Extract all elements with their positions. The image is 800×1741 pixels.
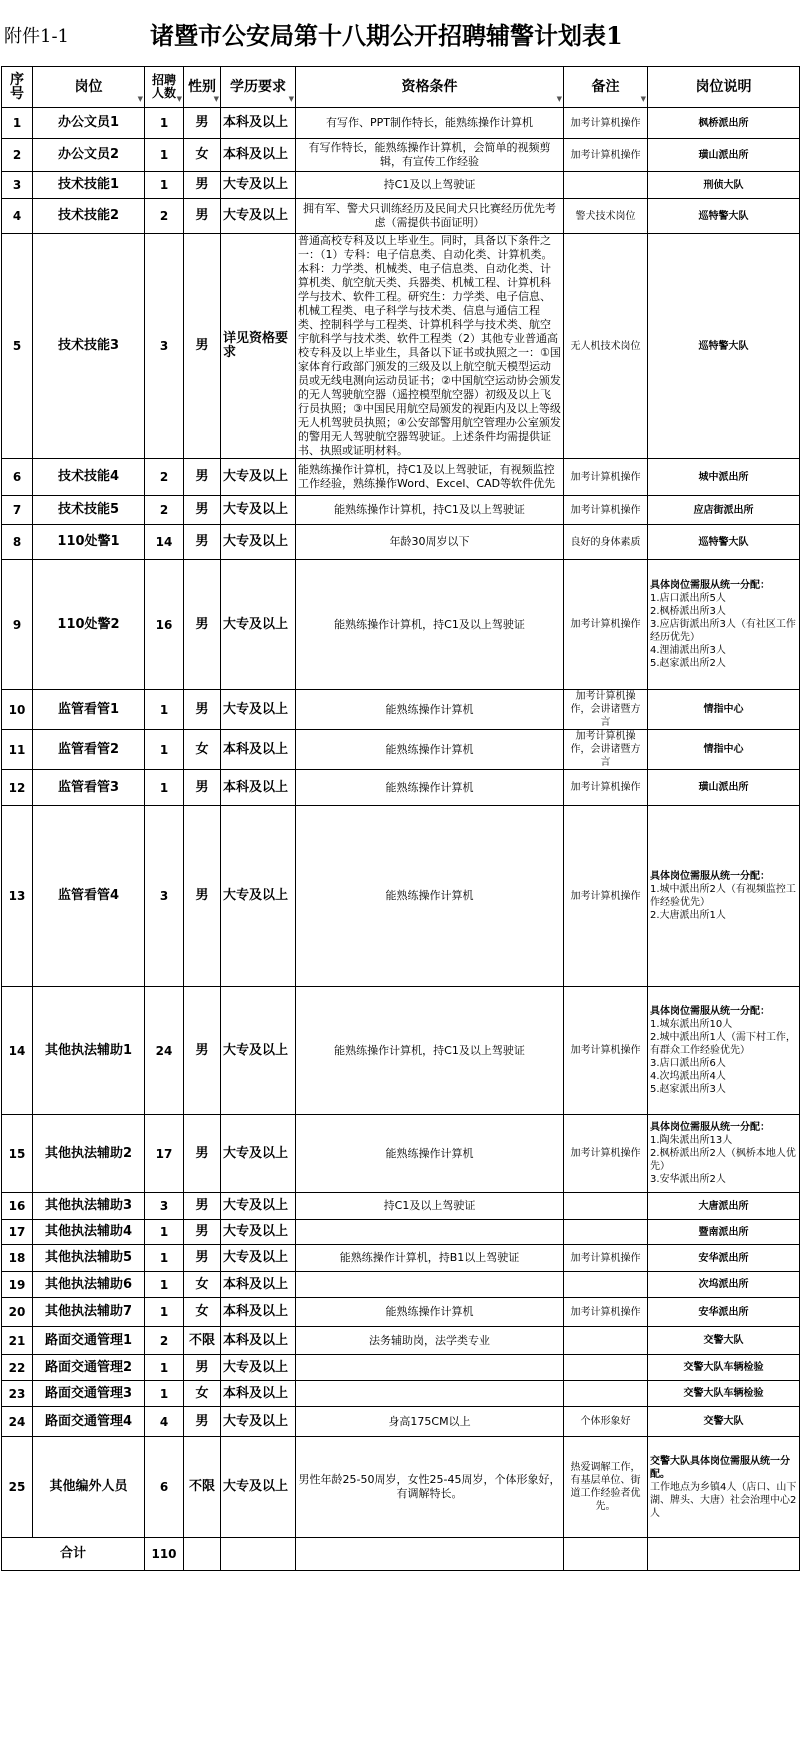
desc-line: 2.枫桥派出所3人 bbox=[650, 606, 726, 617]
cell-gender: 女 bbox=[184, 1298, 221, 1327]
cell-qualification: 年龄30周岁以下 bbox=[296, 525, 564, 560]
cell-position: 路面交通管理1 bbox=[33, 1327, 145, 1355]
desc-line: 4.浬浦派出所3人 bbox=[650, 645, 726, 656]
table-row bbox=[2, 139, 800, 172]
cell-desc: 情指中心 bbox=[648, 690, 800, 730]
table-row bbox=[2, 1407, 800, 1437]
cell-count: 3 bbox=[145, 806, 184, 987]
cell-qualification: 能熟练操作计算机 bbox=[296, 1298, 564, 1327]
cell-desc: 安华派出所 bbox=[648, 1245, 800, 1272]
table-row bbox=[2, 1355, 800, 1381]
cell-gender: 女 bbox=[184, 1381, 221, 1407]
cell-no: 24 bbox=[2, 1407, 33, 1437]
table-row bbox=[2, 770, 800, 806]
cell-desc: 交警大队 bbox=[648, 1407, 800, 1437]
cell-gender: 男 bbox=[184, 770, 221, 806]
table-row bbox=[2, 172, 800, 199]
cell-education: 本科及以上 bbox=[221, 108, 296, 139]
filter-dropdown-icon[interactable]: ▼ bbox=[288, 95, 294, 103]
cell-desc: 交警大队车辆检验 bbox=[648, 1355, 800, 1381]
cell-desc: 巡特警大队 bbox=[648, 234, 800, 459]
cell-note: 良好的身体素质 bbox=[564, 525, 648, 560]
filter-dropdown-icon[interactable]: ▼ bbox=[176, 95, 182, 103]
table-row bbox=[2, 690, 800, 730]
cell-desc: 巡特警大队 bbox=[648, 199, 800, 234]
cell-desc: 交警大队 bbox=[648, 1327, 800, 1355]
cell-gender: 女 bbox=[184, 730, 221, 770]
cell-gender: 男 bbox=[184, 806, 221, 987]
cell-position: 其他执法辅助1 bbox=[33, 987, 145, 1115]
cell-count: 3 bbox=[145, 1193, 184, 1220]
cell-note: 个体形象好 bbox=[564, 1407, 648, 1437]
empty-cell bbox=[564, 1538, 648, 1571]
cell-note: 加考计算机操作，会讲诸暨方言 bbox=[564, 690, 648, 730]
cell-qualification: 能熟练操作计算机，持C1及以上驾驶证，有视频监控工作经验，熟练操作Word、Excel、CAD等软件优先 bbox=[296, 459, 564, 496]
cell-gender: 男 bbox=[184, 1115, 221, 1193]
cell-count: 1 bbox=[145, 139, 184, 172]
desc-line: 3.店口派出所6人 bbox=[650, 1058, 726, 1069]
table-row bbox=[2, 1327, 800, 1355]
cell-count: 2 bbox=[145, 1327, 184, 1355]
cell-qualification: 能熟练操作计算机，持B1以上驾驶证 bbox=[296, 1245, 564, 1272]
cell-no: 15 bbox=[2, 1115, 33, 1193]
table-row bbox=[2, 806, 800, 987]
cell-qualification: 能熟练操作计算机 bbox=[296, 730, 564, 770]
total-label: 合计 bbox=[2, 1538, 145, 1571]
cell-count: 2 bbox=[145, 459, 184, 496]
cell-no: 10 bbox=[2, 690, 33, 730]
cell-qualification bbox=[296, 1355, 564, 1381]
cell-desc: 暨南派出所 bbox=[648, 1220, 800, 1245]
cell-position: 技术技能2 bbox=[33, 199, 145, 234]
cell-education: 本科及以上 bbox=[221, 1272, 296, 1298]
desc-heading: 具体岗位需服从统一分配： bbox=[650, 1122, 770, 1133]
cell-qualification: 有写作、PPT制作特长，能熟练操作计算机 bbox=[296, 108, 564, 139]
cell-position: 110处警2 bbox=[33, 560, 145, 690]
table-row bbox=[2, 234, 800, 459]
desc-line: 5.赵家派出所2人 bbox=[650, 658, 726, 669]
cell-count: 1 bbox=[145, 730, 184, 770]
cell-note: 热爱调解工作，有基层单位、街道工作经验者优先。 bbox=[564, 1437, 648, 1538]
cell-desc: 刑侦大队 bbox=[648, 172, 800, 199]
cell-no: 18 bbox=[2, 1245, 33, 1272]
table-row bbox=[2, 459, 800, 496]
cell-education: 大专及以上 bbox=[221, 199, 296, 234]
cell-no: 16 bbox=[2, 1193, 33, 1220]
empty-cell bbox=[648, 1538, 800, 1571]
attachment-label: 附件1-1 bbox=[4, 26, 69, 47]
cell-gender: 男 bbox=[184, 459, 221, 496]
cell-education: 大专及以上 bbox=[221, 459, 296, 496]
desc-line: 2.枫桥派出所2人（枫桥本地人优先） bbox=[650, 1148, 796, 1172]
cell-position: 技术技能3 bbox=[33, 234, 145, 459]
cell-gender: 男 bbox=[184, 690, 221, 730]
cell-no: 9 bbox=[2, 560, 33, 690]
col-header-education[interactable]: 学历要求 ▼ bbox=[221, 67, 296, 108]
desc-line: 3.安华派出所2人 bbox=[650, 1174, 726, 1185]
cell-education: 大专及以上 bbox=[221, 525, 296, 560]
cell-no: 25 bbox=[2, 1437, 33, 1538]
cell-count: 3 bbox=[145, 234, 184, 459]
cell-education: 本科及以上 bbox=[221, 139, 296, 172]
cell-no: 6 bbox=[2, 459, 33, 496]
cell-education: 大专及以上 bbox=[221, 1355, 296, 1381]
cell-position: 监管看管1 bbox=[33, 690, 145, 730]
page-title: 诸暨市公安局第十八期公开招聘辅警计划表1 bbox=[150, 21, 623, 50]
cell-gender: 男 bbox=[184, 987, 221, 1115]
table-row bbox=[2, 730, 800, 770]
cell-position: 110处警1 bbox=[33, 525, 145, 560]
cell-education: 大专及以上 bbox=[221, 496, 296, 525]
cell-desc: 城中派出所 bbox=[648, 459, 800, 496]
cell-education: 大专及以上 bbox=[221, 690, 296, 730]
cell-qualification: 法务辅助岗，法学类专业 bbox=[296, 1327, 564, 1355]
cell-position: 办公文员2 bbox=[33, 139, 145, 172]
cell-note bbox=[564, 1193, 648, 1220]
cell-gender: 男 bbox=[184, 1193, 221, 1220]
cell-qualification: 男性年龄25-50周岁，女性25-45周岁，个体形象好，有调解特长。 bbox=[296, 1437, 564, 1538]
cell-education: 大专及以上 bbox=[221, 1193, 296, 1220]
cell-desc: 巡特警大队 bbox=[648, 525, 800, 560]
table-row bbox=[2, 1115, 800, 1193]
cell-count: 1 bbox=[145, 690, 184, 730]
cell-gender: 不限 bbox=[184, 1327, 221, 1355]
cell-qualification bbox=[296, 1220, 564, 1245]
cell-count: 1 bbox=[145, 1245, 184, 1272]
recruitment-table bbox=[1, 66, 800, 1571]
cell-note: 加考计算机操作 bbox=[564, 1245, 648, 1272]
cell-no: 17 bbox=[2, 1220, 33, 1245]
cell-qualification: 能熟练操作计算机 bbox=[296, 806, 564, 987]
cell-count: 2 bbox=[145, 496, 184, 525]
cell-position: 办公文员1 bbox=[33, 108, 145, 139]
filter-dropdown-icon[interactable]: ▼ bbox=[137, 95, 143, 103]
desc-line: 2.大唐派出所1人 bbox=[650, 910, 726, 921]
cell-qualification: 能熟练操作计算机，持C1及以上驾驶证 bbox=[296, 987, 564, 1115]
cell-note: 加考计算机操作 bbox=[564, 496, 648, 525]
cell-note: 加考计算机操作 bbox=[564, 1298, 648, 1327]
desc-line: 1.陶朱派出所13人 bbox=[650, 1135, 733, 1146]
col-header-position[interactable]: 岗位 ▼ bbox=[33, 67, 145, 108]
cell-desc bbox=[648, 560, 800, 690]
cell-desc bbox=[648, 987, 800, 1115]
col-header-desc[interactable]: 岗位说明 bbox=[648, 67, 800, 108]
desc-line: 1.店口派出所5人 bbox=[650, 593, 726, 604]
cell-gender: 男 bbox=[184, 1245, 221, 1272]
cell-qualification: 拥有军、警犬只训练经历及民间犬只比赛经历优先考虑（需提供书面证明） bbox=[296, 199, 564, 234]
cell-no: 7 bbox=[2, 496, 33, 525]
cell-count: 1 bbox=[145, 1220, 184, 1245]
table-row bbox=[2, 199, 800, 234]
cell-desc bbox=[648, 806, 800, 987]
table-header-row bbox=[2, 67, 800, 108]
cell-qualification: 能熟练操作计算机 bbox=[296, 690, 564, 730]
cell-no: 8 bbox=[2, 525, 33, 560]
cell-note: 警犬技术岗位 bbox=[564, 199, 648, 234]
cell-desc: 安华派出所 bbox=[648, 1298, 800, 1327]
cell-position: 其他执法辅助6 bbox=[33, 1272, 145, 1298]
cell-gender: 男 bbox=[184, 560, 221, 690]
total-count: 110 bbox=[145, 1538, 184, 1571]
cell-position: 其他编外人员 bbox=[33, 1437, 145, 1538]
cell-no: 12 bbox=[2, 770, 33, 806]
cell-no: 19 bbox=[2, 1272, 33, 1298]
cell-count: 1 bbox=[145, 1355, 184, 1381]
cell-desc: 交警大队车辆检验 bbox=[648, 1381, 800, 1407]
cell-note: 无人机技术岗位 bbox=[564, 234, 648, 459]
cell-count: 1 bbox=[145, 1272, 184, 1298]
total-row bbox=[2, 1538, 800, 1571]
cell-count: 24 bbox=[145, 987, 184, 1115]
cell-desc: 璜山派出所 bbox=[648, 770, 800, 806]
cell-desc: 大唐派出所 bbox=[648, 1193, 800, 1220]
cell-position: 其他执法辅助4 bbox=[33, 1220, 145, 1245]
cell-desc: 璜山派出所 bbox=[648, 139, 800, 172]
cell-note bbox=[564, 172, 648, 199]
table-row bbox=[2, 987, 800, 1115]
cell-gender: 男 bbox=[184, 1355, 221, 1381]
cell-position: 路面交通管理3 bbox=[33, 1381, 145, 1407]
col-header-no[interactable]: 序号 bbox=[2, 67, 33, 108]
cell-desc bbox=[648, 1115, 800, 1193]
cell-desc: 应店街派出所 bbox=[648, 496, 800, 525]
cell-count: 6 bbox=[145, 1437, 184, 1538]
cell-qualification bbox=[296, 1272, 564, 1298]
cell-no: 13 bbox=[2, 806, 33, 987]
cell-note: 加考计算机操作，会讲诸暨方言 bbox=[564, 730, 648, 770]
cell-qualification bbox=[296, 1381, 564, 1407]
desc-line: 1.城中派出所2人（有视频监控工作经验优先） bbox=[650, 884, 796, 908]
cell-count: 17 bbox=[145, 1115, 184, 1193]
cell-education: 本科及以上 bbox=[221, 730, 296, 770]
cell-note bbox=[564, 1355, 648, 1381]
cell-position: 其他执法辅助3 bbox=[33, 1193, 145, 1220]
desc-line: 工作地点为乡镇4人（店口、山下湖、牌头、大唐）社会治理中心2人 bbox=[650, 1481, 797, 1519]
cell-desc bbox=[648, 1437, 800, 1538]
cell-position: 监管看管3 bbox=[33, 770, 145, 806]
cell-position: 技术技能5 bbox=[33, 496, 145, 525]
table-row bbox=[2, 1381, 800, 1407]
filter-dropdown-icon[interactable]: ▼ bbox=[640, 95, 646, 103]
desc-line: 3.应店街派出所3人（有社区工作经历优先） bbox=[650, 619, 796, 643]
cell-education: 本科及以上 bbox=[221, 1298, 296, 1327]
cell-note bbox=[564, 1327, 648, 1355]
empty-cell bbox=[296, 1538, 564, 1571]
cell-note: 加考计算机操作 bbox=[564, 108, 648, 139]
table-row bbox=[2, 560, 800, 690]
cell-position: 技术技能4 bbox=[33, 459, 145, 496]
cell-gender: 男 bbox=[184, 525, 221, 560]
table-row bbox=[2, 1193, 800, 1220]
cell-gender: 男 bbox=[184, 108, 221, 139]
cell-qualification: 能熟练操作计算机 bbox=[296, 770, 564, 806]
cell-note: 加考计算机操作 bbox=[564, 139, 648, 172]
cell-qualification: 有写作特长，能熟练操作计算机，会简单的视频剪辑，有宣传工作经验 bbox=[296, 139, 564, 172]
cell-note: 加考计算机操作 bbox=[564, 1115, 648, 1193]
table-row bbox=[2, 1245, 800, 1272]
cell-position: 路面交通管理2 bbox=[33, 1355, 145, 1381]
cell-note: 加考计算机操作 bbox=[564, 806, 648, 987]
cell-education: 大专及以上 bbox=[221, 1245, 296, 1272]
cell-note bbox=[564, 1220, 648, 1245]
cell-count: 1 bbox=[145, 172, 184, 199]
cell-no: 2 bbox=[2, 139, 33, 172]
cell-position: 监管看管2 bbox=[33, 730, 145, 770]
empty-cell bbox=[184, 1538, 221, 1571]
cell-no: 11 bbox=[2, 730, 33, 770]
cell-gender: 男 bbox=[184, 172, 221, 199]
cell-education: 本科及以上 bbox=[221, 1327, 296, 1355]
cell-count: 16 bbox=[145, 560, 184, 690]
cell-position: 其他执法辅助7 bbox=[33, 1298, 145, 1327]
desc-line: 5.赵家派出所3人 bbox=[650, 1084, 726, 1095]
cell-note: 加考计算机操作 bbox=[564, 770, 648, 806]
cell-count: 1 bbox=[145, 770, 184, 806]
desc-heading: 具体岗位需服从统一分配： bbox=[650, 580, 770, 591]
cell-count: 1 bbox=[145, 1381, 184, 1407]
cell-no: 22 bbox=[2, 1355, 33, 1381]
desc-heading: 具体岗位需服从统一分配： bbox=[650, 1006, 770, 1017]
cell-education: 大专及以上 bbox=[221, 172, 296, 199]
cell-education: 大专及以上 bbox=[221, 1437, 296, 1538]
cell-gender: 男 bbox=[184, 1407, 221, 1437]
cell-education: 本科及以上 bbox=[221, 770, 296, 806]
cell-note: 加考计算机操作 bbox=[564, 987, 648, 1115]
table-row bbox=[2, 1437, 800, 1538]
table-row bbox=[2, 1272, 800, 1298]
cell-qualification: 身高175CM以上 bbox=[296, 1407, 564, 1437]
cell-no: 23 bbox=[2, 1381, 33, 1407]
cell-desc: 枫桥派出所 bbox=[648, 108, 800, 139]
cell-qualification: 普通高校专科及以上毕业生。同时，具备以下条件之一：（1）专科：电子信息类、自动化类、计算机类。本科：力学类、机械类、电子信息类、自动化类、计算机类、航空航天类、兵器类、机械工程、计算机科学与技术、软件工程。研究生：力学类、电子信息、机械工程类、电子科学与技术类、信息与通信工程类、控制科学与工程类、计算机科学与技术类、航空宇航科学与技术类、软件工程类（2）其他专业普通高校专科及以上毕业生，具备以下证书或执照之一：①国家体育行政部门颁发的三级及以上航空航天模型运动员或无线电测向运动员证书；②中国航空运动协会颁发的无人驾驶航空器（遥控模型航空器）初级及以上飞行员执照；③中国民用航空局颁发的视距内及以上等级无人机驾驶员执照；④公安部警用航空管理办公室颁发的警用无人驾驶航空器驾驶证。上述条件均需提供证书、执照或证明材料。 bbox=[296, 234, 564, 459]
page-header bbox=[0, 0, 800, 68]
empty-cell bbox=[221, 1538, 296, 1571]
cell-qualification: 持C1及以上驾驶证 bbox=[296, 172, 564, 199]
cell-education: 大专及以上 bbox=[221, 1407, 296, 1437]
cell-gender: 男 bbox=[184, 496, 221, 525]
col-header-count[interactable]: 招聘人数 ▼ bbox=[145, 67, 184, 108]
col-header-qualification[interactable]: 资格条件 ▼ bbox=[296, 67, 564, 108]
cell-note bbox=[564, 1381, 648, 1407]
cell-education: 大专及以上 bbox=[221, 1115, 296, 1193]
cell-no: 4 bbox=[2, 199, 33, 234]
cell-no: 20 bbox=[2, 1298, 33, 1327]
cell-position: 其他执法辅助2 bbox=[33, 1115, 145, 1193]
cell-position: 技术技能1 bbox=[33, 172, 145, 199]
table-row bbox=[2, 1298, 800, 1327]
cell-position: 其他执法辅助5 bbox=[33, 1245, 145, 1272]
cell-education: 大专及以上 bbox=[221, 1220, 296, 1245]
cell-no: 5 bbox=[2, 234, 33, 459]
cell-gender: 女 bbox=[184, 1272, 221, 1298]
cell-note bbox=[564, 1272, 648, 1298]
desc-line: 2.城中派出所1人（需下村工作，有群众工作经验优先） bbox=[650, 1032, 796, 1056]
cell-qualification: 持C1及以上驾驶证 bbox=[296, 1193, 564, 1220]
cell-position: 监管看管4 bbox=[33, 806, 145, 987]
cell-count: 14 bbox=[145, 525, 184, 560]
cell-education: 本科及以上 bbox=[221, 1381, 296, 1407]
cell-count: 4 bbox=[145, 1407, 184, 1437]
cell-no: 1 bbox=[2, 108, 33, 139]
filter-dropdown-icon[interactable]: ▼ bbox=[556, 95, 562, 103]
cell-qualification: 能熟练操作计算机，持C1及以上驾驶证 bbox=[296, 496, 564, 525]
table-row bbox=[2, 108, 800, 139]
cell-gender: 不限 bbox=[184, 1437, 221, 1538]
cell-no: 14 bbox=[2, 987, 33, 1115]
cell-note: 加考计算机操作 bbox=[564, 560, 648, 690]
cell-education: 大专及以上 bbox=[221, 987, 296, 1115]
cell-gender: 男 bbox=[184, 1220, 221, 1245]
col-header-gender[interactable]: 性别 ▼ bbox=[184, 67, 221, 108]
cell-desc: 情指中心 bbox=[648, 730, 800, 770]
cell-education: 大专及以上 bbox=[221, 560, 296, 690]
table-row bbox=[2, 1220, 800, 1245]
cell-count: 1 bbox=[145, 1298, 184, 1327]
cell-qualification: 能熟练操作计算机 bbox=[296, 1115, 564, 1193]
filter-dropdown-icon[interactable]: ▼ bbox=[213, 95, 219, 103]
table-row bbox=[2, 525, 800, 560]
cell-gender: 男 bbox=[184, 199, 221, 234]
cell-desc: 次坞派出所 bbox=[648, 1272, 800, 1298]
desc-line: 1.城东派出所10人 bbox=[650, 1019, 733, 1030]
desc-heading: 具体岗位需服从统一分配： bbox=[650, 871, 770, 882]
desc-line: 4.次坞派出所4人 bbox=[650, 1071, 726, 1082]
cell-education: 详见资格要求 bbox=[221, 234, 296, 459]
cell-no: 21 bbox=[2, 1327, 33, 1355]
cell-qualification: 能熟练操作计算机，持C1及以上驾驶证 bbox=[296, 560, 564, 690]
desc-heading: 交警大队具体岗位需服从统一分配。 bbox=[650, 1455, 790, 1480]
cell-gender: 男 bbox=[184, 234, 221, 459]
cell-gender: 女 bbox=[184, 139, 221, 172]
cell-position: 路面交通管理4 bbox=[33, 1407, 145, 1437]
cell-note: 加考计算机操作 bbox=[564, 459, 648, 496]
cell-count: 1 bbox=[145, 108, 184, 139]
col-header-note[interactable]: 备注 ▼ bbox=[564, 67, 648, 108]
cell-education: 大专及以上 bbox=[221, 806, 296, 987]
table-row bbox=[2, 496, 800, 525]
cell-count: 2 bbox=[145, 199, 184, 234]
cell-no: 3 bbox=[2, 172, 33, 199]
